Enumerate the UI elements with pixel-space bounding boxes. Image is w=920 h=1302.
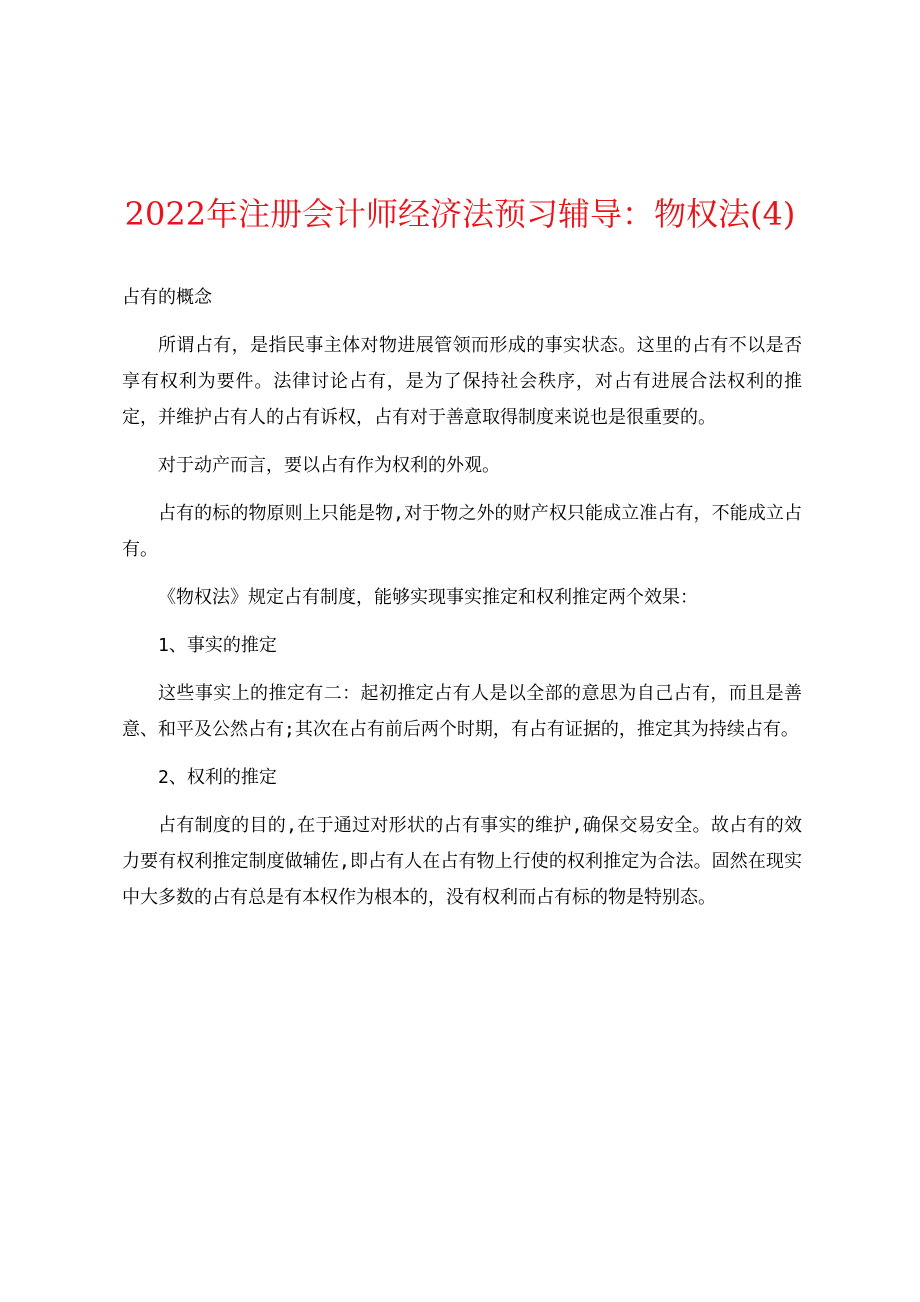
paragraph-movables: 对于动产而言，要以占有作为权利的外观。 <box>158 455 500 476</box>
document-title: 2022年注册会计师经济法预习辅导：物权法(4) <box>124 195 796 233</box>
paragraph-right-presumption: 占有制度的目的,在于通过对形状的占有事实的维护,确保交易安全。故占有的效力要有权利推定制度做辅佐,即占有人在占有物上行使的权利推定为合法。固然在现实中大多数的占有总是有本权作为根本的，没有权利而占有标的物是特别态。 <box>122 815 802 908</box>
subheading-right-presumption: 2、权利的推定 <box>158 767 277 788</box>
document-body <box>122 280 802 928</box>
section-heading: 占有的概念 <box>122 287 212 308</box>
subheading-fact-presumption: 1、事实的推定 <box>158 635 277 656</box>
paragraph-fact-presumption: 这些事实上的推定有二：起初推定占有人是以全部的意思为自己占有，而且是善意、和平及公然占有;其次在占有前后两个时期，有占有证据的，推定其为持续占有。 <box>122 683 802 740</box>
paragraph-definition: 所谓占有，是指民事主体对物进展管领而形成的事实状态。这里的占有不以是否享有权利为要件。法律讨论占有，是为了保持社会秩序，对占有进展合法权利的推定，并维护占有人的占有诉权，占有对于善意取得制度来说也是很重要的。 <box>122 335 802 428</box>
paragraph-effects: 《物权法》规定占有制度，能够实现事实推定和权利推定两个效果： <box>158 587 698 608</box>
paragraph-object: 占有的标的物原则上只能是物,对于物之外的财产权只能成立准占有，不能成立占有。 <box>122 503 802 560</box>
